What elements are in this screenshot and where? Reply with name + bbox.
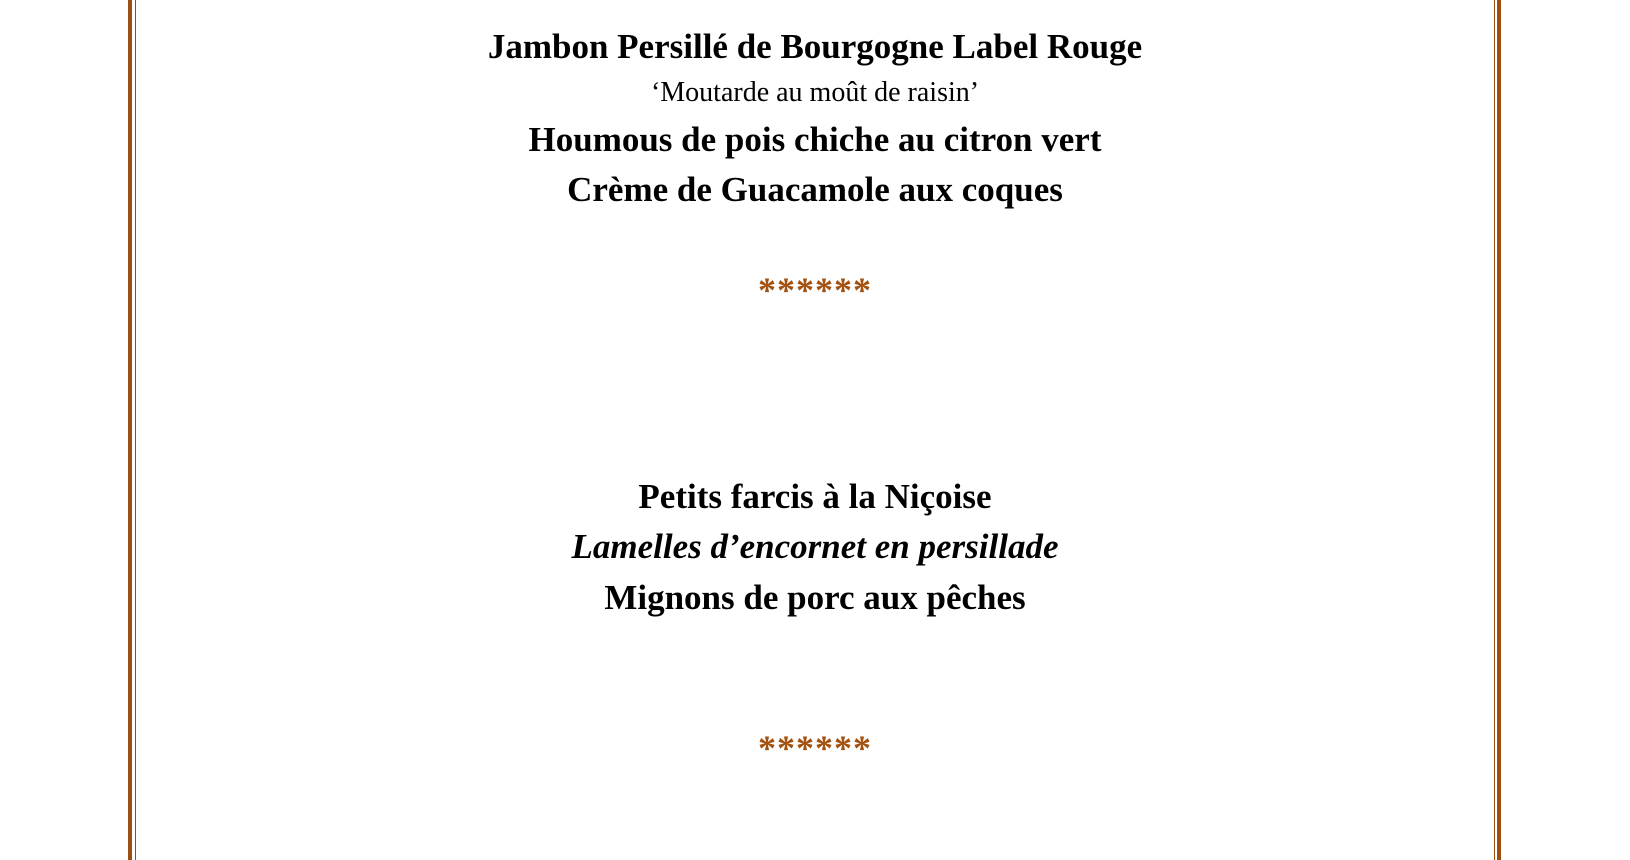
dish-subtitle-moutarde: ‘Moutarde au moût de raisin’ [650, 77, 980, 108]
dish-petits-farcis: Petits farcis à la Niçoise [638, 477, 992, 516]
dish-creme-guacamole: Crème de Guacamole aux coques [567, 170, 1063, 209]
dish-mignons-porc: Mignons de porc aux pêches [604, 578, 1026, 617]
page-border-right-outer [1497, 0, 1501, 860]
separator-stars-1: ****** [758, 270, 872, 310]
separator-stars-2: ****** [758, 728, 872, 768]
page-border-left-outer [128, 0, 132, 860]
dish-lamelles-encornet: Lamelles d’encornet en persillade [571, 527, 1059, 566]
dish-houmous: Houmous de pois chiche au citron vert [528, 120, 1102, 159]
dish-jambon-persille: Jambon Persillé de Bourgogne Label Rouge [487, 27, 1143, 66]
page-border-right-inner [1494, 0, 1495, 860]
